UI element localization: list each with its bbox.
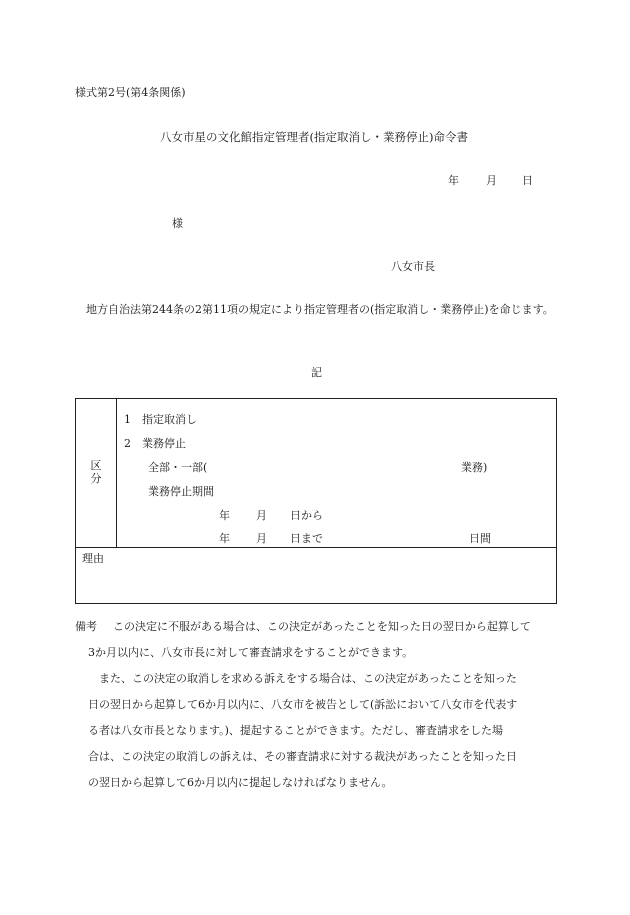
period-to-year: 年 (219, 532, 230, 545)
notes-line-2: 3か月以内に、八女市長に対して審査請求をすることができます。 (88, 646, 414, 659)
scope-suffix: 業務) (461, 461, 488, 474)
date-year-label: 年 (448, 174, 459, 187)
notes-line-7: の翌日から起算して6か月以内に提起しなければなりません。 (88, 776, 393, 789)
period-from-suffix: 日から (290, 509, 323, 522)
option-suspension: 2 業務停止 (124, 437, 186, 450)
recipient-suffix: 様 (172, 217, 183, 230)
issuer-name: 八女市長 (391, 260, 435, 273)
notes-section (75, 614, 559, 796)
document-title: 八女市星の文化館指定管理者(指定取消し・業務停止)命令書 (160, 130, 468, 144)
order-details-table (75, 398, 557, 604)
period-from-year: 年 (219, 509, 230, 522)
period-from-month: 月 (256, 509, 267, 522)
suspension-period-label: 業務停止期間 (148, 485, 214, 498)
scope-prefix: 全部・一部( (148, 461, 208, 474)
date-day-label: 日 (522, 174, 533, 187)
date-month-label: 月 (486, 174, 497, 187)
kubun-label-char-1: 区 (90, 459, 102, 472)
reason-label: 理由 (82, 552, 104, 565)
notes-line-3: また、この決定の取消しを求める訴えをする場合は、この決定があったことを知った (99, 672, 517, 685)
notes-label: 備考 (75, 620, 97, 633)
notes-line-5: る者は八女市長となります。)、提起することができます。ただし、審査請求をした場 (88, 724, 504, 737)
kubun-label (76, 459, 116, 485)
table-row-divider (76, 547, 556, 548)
notes-line-1 (75, 614, 559, 640)
table-column-divider (116, 399, 117, 547)
body-text: 地方自治法第244条の2第11項の規定により指定管理者の(指定取消し・業務停止)を命じます。 (86, 303, 554, 316)
kubun-label-char-2: 分 (90, 472, 102, 485)
notes-line-6: 合は、この決定の取消しの訴えは、その審査請求に対する裁決があったことを知った日 (88, 750, 517, 763)
option-revocation: 1 指定取消し (124, 413, 197, 426)
form-number: 様式第2号(第4条関係) (75, 86, 186, 99)
notes-line-1-text: この決定に不服がある場合は、この決定があったことを知った日の翌日から起算して (113, 620, 531, 633)
period-to-month: 月 (256, 532, 267, 545)
notes-line-4: 日の翌日から起算して6か月以内に、八女市を被告として(訴訟において八女市を代表す (88, 698, 518, 711)
period-days: 日間 (469, 532, 491, 545)
ki-heading: 記 (311, 366, 322, 379)
period-to-suffix: 日まで (290, 532, 323, 545)
